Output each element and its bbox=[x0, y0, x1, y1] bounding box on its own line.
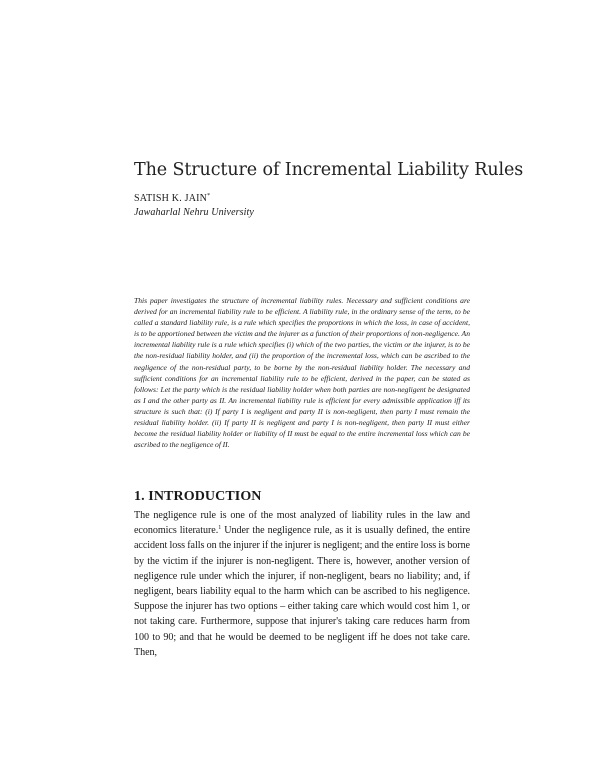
section-heading: 1. INTRODUCTION bbox=[134, 489, 262, 504]
abstract: This paper investigates the structure of incremental liability rules. Necessary and sufficient conditions are derived for an incremental liability rule to be efficient. A liability rule, in the ordinary sense of the term, to be called a standard liability rule, is a rule which specifies the proportions in which the loss, in case of accident, is to be apportioned between the victim and the injurer as a function of their proportions of non-negligence. An incremental liability rule is a rule which specifies (i) which of the two parties, the victim or the injurer, is to be the non-residual liability holder, and (ii) the proportion of the incremental loss, which can be ascribed to the negligence of the non-residual party, to be borne by the non-residual liability holder. The necessary and sufficient conditions for an incremental liability rule to be efficient, derived in the paper, can be stated as follows: Let the party which is the residual liability holder when both parties are non-negligent be designated as I and the other party as II. An incremental liability rule is efficient for every admissible application iff its structure is such that: (i) If party I is negligent and party II is non-negligent, then party I must remain the residual liability holder. (ii) If party II is negligent and party I is non-negligent, then party II must either become the residual liability holder or liability of II must be equal to the entire incremental loss which can be ascribed to the negligence of II. bbox=[134, 296, 470, 450]
body-text-part1: The negligence rule is one of the most analyzed of liability rules in the law and economics literature. bbox=[134, 510, 470, 537]
footnote-ref: 1 bbox=[218, 525, 222, 532]
author-affiliation: Jawaharlal Nehru University bbox=[134, 207, 254, 218]
author-name-text: SATISH K. JAIN bbox=[134, 193, 208, 204]
body-text-part2: Under the negligence rule, as it is usually defined, the entire accident loss falls on the injurer if the injurer is negligent; and the entire loss is borne by the victim if the injurer is non-negligent. There is, however, another version of negligence rule under which the injurer, if non-negligent, bears no liability; and, if negligent, bears liability equal to the harm which can be ascribed to his negligence. Suppose the injurer has two options – either taking care which would cost him 1, or not taking care. Furthermore, suppose that injurer's taking care reduces harm from 100 to 90; and that he would be deemed to be negligent iff he does not take care. Then, bbox=[134, 525, 470, 658]
author-name bbox=[134, 193, 210, 204]
paper-title: The Structure of Incremental Liability Rules bbox=[134, 160, 524, 180]
author-footnote-mark: * bbox=[207, 193, 211, 199]
body-paragraph bbox=[134, 508, 470, 660]
